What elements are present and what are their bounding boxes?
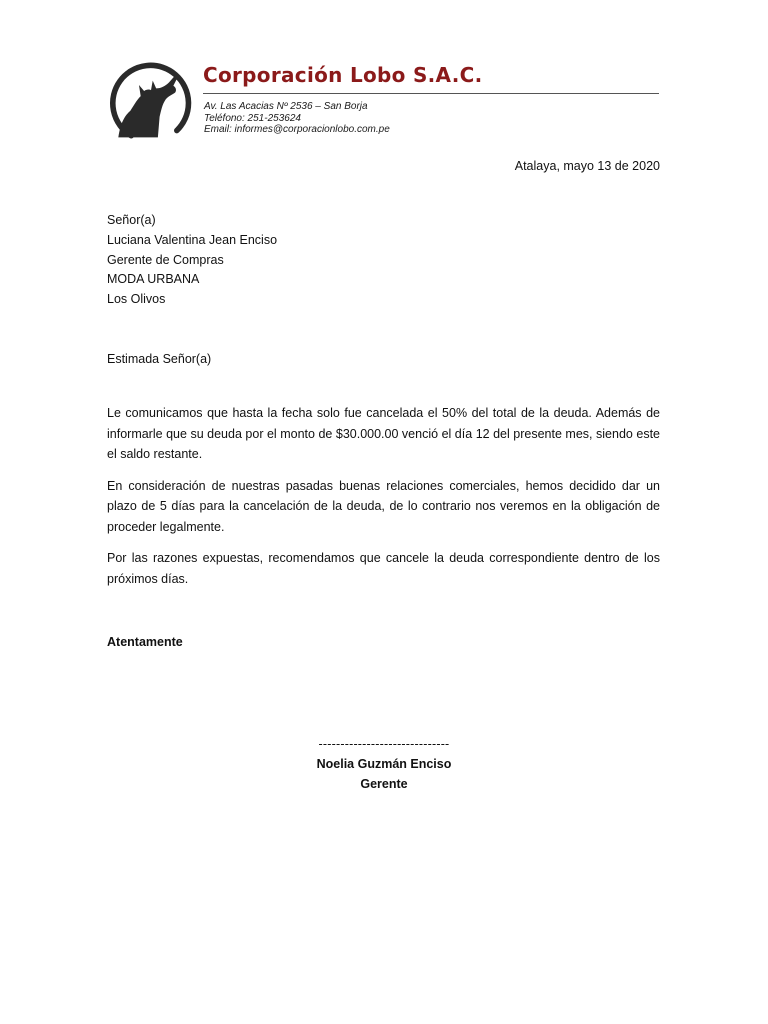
- signer-title: Gerente: [360, 777, 408, 791]
- recipient-title: Señor(a): [107, 213, 156, 227]
- company-name: Corporación Lobo S.A.C.: [203, 63, 483, 87]
- closing: Atentamente: [107, 635, 183, 649]
- letterhead: [108, 60, 660, 146]
- howling-wolf-icon: [108, 60, 194, 146]
- recipient-position: Gerente de Compras: [107, 252, 224, 267]
- body-paragraph: Le comunicamos que hasta la fecha solo fue cancelada el 50% del total de la deuda. Además de informarle que su deuda por el monto de $30.000.00 venció el día 12 del presente mes, siendo este el saldo restante.: [107, 406, 660, 461]
- company-phone: Teléfono: 251-253624: [204, 112, 301, 124]
- company-contact: [204, 101, 390, 136]
- letter-body: [107, 403, 660, 600]
- company-address: Av. Las Acacias Nº 2536 – San Borja: [204, 101, 368, 112]
- signer-name: Noelia Guzmán Enciso: [316, 757, 452, 771]
- signature-line: ------------------------------: [318, 737, 450, 751]
- salutation: Estimada Señor(a): [107, 352, 212, 366]
- body-paragraph: Por las razones expuestas, recomendamos que cancele la deuda correspondiente dentro de los próximos días.: [107, 551, 660, 586]
- company-email: Email: informes@corporacionlobo.com.pe: [204, 124, 390, 135]
- signature-block: [284, 734, 484, 794]
- recipient-block: [107, 211, 277, 310]
- letter-date: Atalaya, mayo 13 de 2020: [514, 159, 660, 173]
- letterhead-rule: [203, 93, 659, 94]
- recipient-company: MODA URBANA: [107, 272, 200, 287]
- recipient-location: Los Olivos: [107, 292, 166, 307]
- body-paragraph: En consideración de nuestras pasadas buenas relaciones comerciales, hemos decidido dar un plazo de 5 días para la cancelación de la deuda, de lo contrario nos veremos en la obligación de proceder legalmente.: [107, 478, 660, 534]
- recipient-name: Luciana Valentina Jean Enciso: [107, 232, 278, 247]
